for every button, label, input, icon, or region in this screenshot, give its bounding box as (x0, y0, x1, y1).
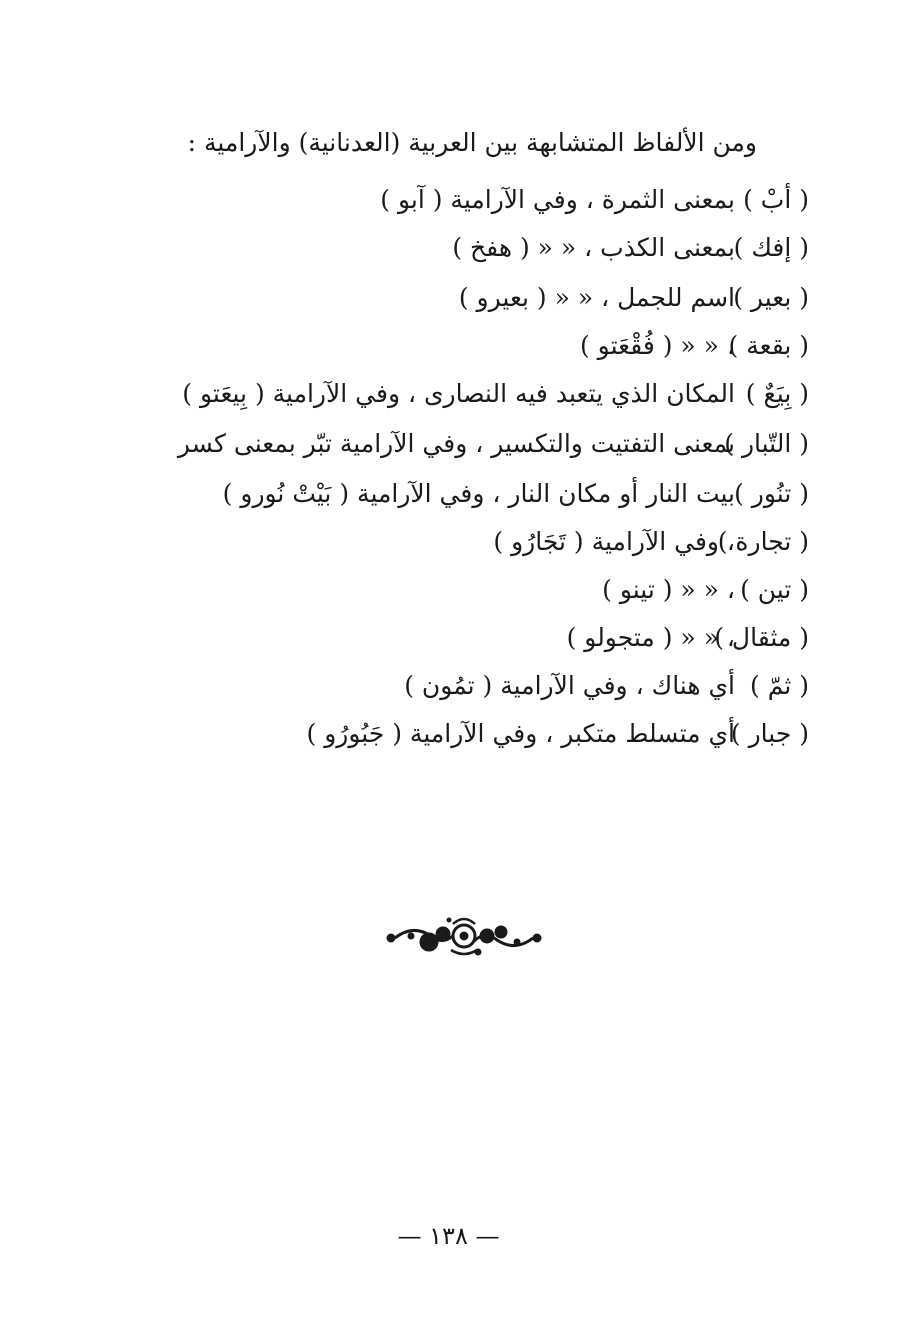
entry-row (493, 522, 809, 562)
entry-text: ، « « ( متجولو ) (566, 623, 735, 652)
entry-text: أي متسلط متكبر ، وفي الآرامية ( جَبُورُو ) (306, 719, 735, 748)
entry-text: المكان الذي يتعبد فيه النصارى ، وفي الآرامية ( بِيعَتو ) (182, 379, 735, 408)
entry-row (452, 228, 809, 268)
entry-lemma: ( مثقال ) (714, 623, 809, 652)
entry-text: بمعنى الكذب ، « « ( هفخ ) (452, 233, 735, 262)
floral-ornament-icon (383, 912, 545, 960)
entry-text: بمعنى الثمرة ، وفي الآرامية ( آبو ) (380, 185, 735, 214)
entry-lemma: ( أبْ ) (743, 185, 809, 214)
entry-lemma: ( جبار ) (730, 719, 809, 748)
entry-lemma: ( بعير ) (733, 283, 809, 312)
entry-lemma: ( إفك ) (733, 233, 809, 262)
entry-text: ، وفي الآرامية ( تَجَارُو ) (493, 527, 735, 556)
entry-row (580, 326, 809, 366)
entry-row (404, 666, 809, 706)
entry-lemma: ( تنُور ) (734, 479, 809, 508)
entry-row (182, 374, 809, 414)
entry-lemma: ( تين ) (740, 575, 809, 604)
entry-lemma: ( ثمّ ) (750, 671, 809, 700)
entry-text: ، « « ( تينو ) (602, 575, 735, 604)
entry-row (602, 570, 809, 610)
page-number: — ١٣٨ — (397, 1222, 500, 1250)
entry-text: أي هناك ، وفي الآرامية ( تمُون ) (404, 671, 735, 700)
entry-lemma: ( بِيَعٌ ) (745, 379, 809, 408)
entry-lemma: ( التّبار ) (724, 429, 809, 458)
entry-row (178, 424, 809, 464)
entry-row (223, 474, 809, 514)
entry-lemma: ( تجارة ) (717, 527, 809, 556)
entry-text: اسم للجمل ، « « ( بعيرو ) (458, 283, 735, 312)
entry-text: بمعنى التفتيت والتكسير ، وفي الآرامية تبّر بمعنى كسر (177, 429, 735, 458)
entry-lemma: ( بقعة ) (728, 331, 809, 360)
entry-row (567, 618, 809, 658)
entry-row (380, 180, 809, 220)
entry-row (459, 278, 809, 318)
entry-row (307, 714, 809, 754)
intro-line: ومن الألفاظ المتشابهة بين العربية (العدنانية) والآرامية : (187, 128, 757, 157)
entry-text: بيت النار أو مكان النار ، وفي الآرامية ( بَيْتْ نُورو ) (222, 479, 735, 508)
entry-text: ، « « ( فُقْعَتو ) (579, 331, 735, 360)
